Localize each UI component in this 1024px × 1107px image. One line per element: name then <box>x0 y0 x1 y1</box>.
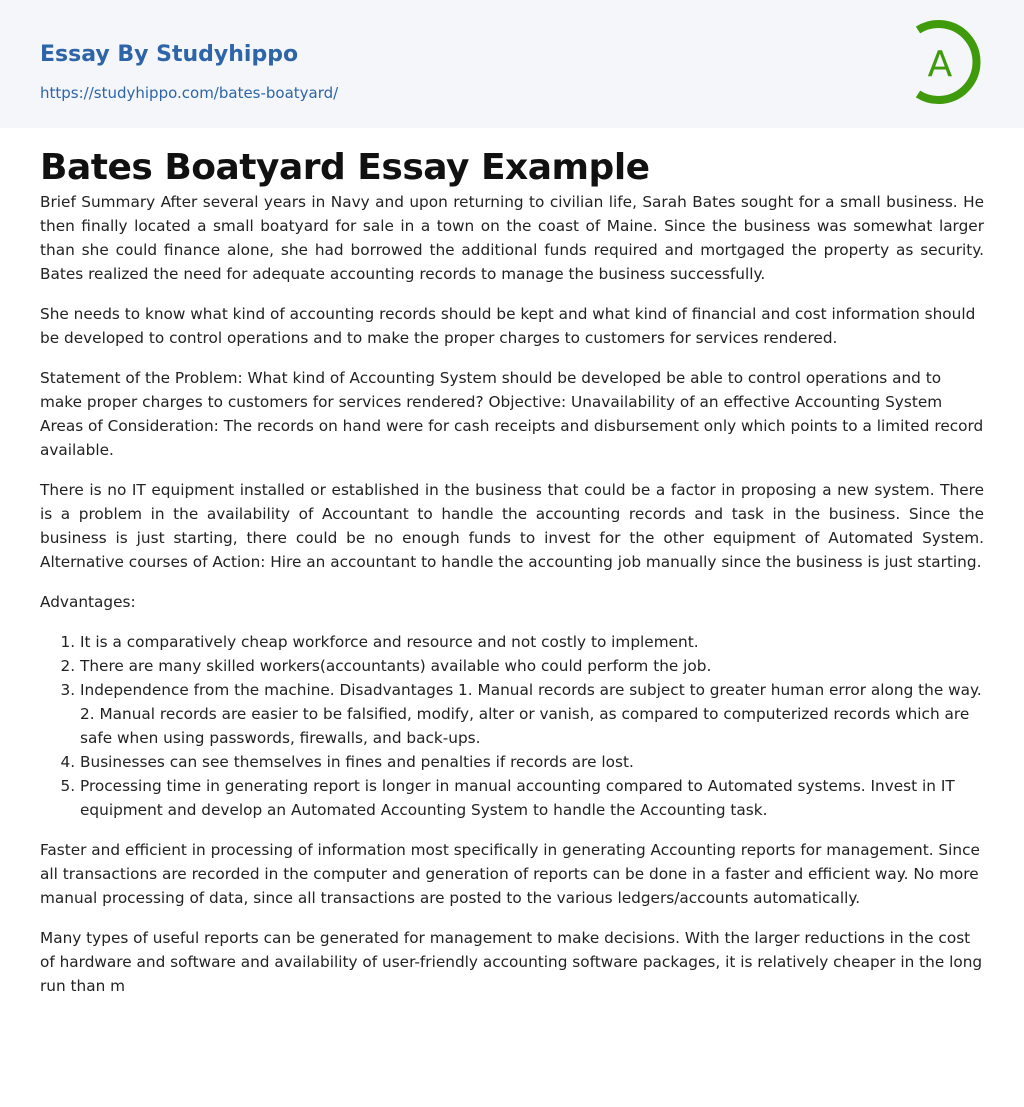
page-title: Bates Boatyard Essay Example <box>40 147 650 188</box>
paragraph: Statement of the Problem: What kind of Accounting System should be developed be able to control operations and to make proper charges to customers for services rendered? Objective: Unavailability of an effective Accounting System Areas of Consideration: The records on hand were for cash receipts and disbursement only which points to a limited record available. <box>40 369 984 459</box>
list-item: 4. Businesses can see themselves in fines and penalties if records are lost. <box>80 750 984 774</box>
studyhippo-logo-icon <box>908 18 988 106</box>
brand-title: Essay By Studyhippo <box>40 42 299 67</box>
page-url-link[interactable]: https://studyhippo.com/bates-boatyard/ <box>40 84 339 102</box>
advantages-list <box>40 630 984 822</box>
list-item: 2. There are many skilled workers(accountants) available who could perform the job. <box>80 654 984 678</box>
list-item: 5. Processing time in generating report is longer in manual accounting compared to Automated systems. Invest in IT equipment and develop an Automated Accounting System to handle the Accounting task. <box>80 774 984 822</box>
paragraph: There is no IT equipment installed or established in the business that could be a factor in proposing a new system. There is a problem in the availability of Accountant to handle the accounting records and task in the business. Since the business is just starting, there could be no enough funds to invest for the other equipment of Automated System. Alternative courses of Action: Hire an accountant to handle the accounting job manually since the business is just starting. <box>40 481 984 571</box>
paragraph: Faster and efficient in processing of information most specifically in generating Accounting reports for management. Since all transactions are recorded in the computer and generation of reports can be done in a faster and efficient way. No more manual processing of data, since all transactions are posted to the various ledgers/accounts automatically. <box>40 841 980 907</box>
svg-text:A: A <box>927 44 953 85</box>
paragraph: Advantages: <box>40 593 136 611</box>
essay-body <box>40 190 984 998</box>
paragraph: Many types of useful reports can be generated for management to make decisions. With the larger reductions in the cost of hardware and software and availability of user-friendly accounting software packages, it is relatively cheaper in the long run than m <box>40 929 983 995</box>
paragraph: Brief Summary After several years in Navy and upon returning to civilian life, Sarah Bates sought for a small business. He then finally located a small boatyard for sale in a town on the coast of Maine. Since the business was somewhat larger than she could finance alone, she had borrowed the additional funds required and mortgaged the property as security. Bates realized the need for adequate accounting records to manage the business successfully. <box>40 193 984 283</box>
list-item: 3. Independence from the machine. Disadvantages 1. Manual records are subject to greater human error along the way. 2. Manual records are easier to be falsified, modify, alter or vanish, as compared to computerized records which are safe when using passwords, firewalls, and back-ups. <box>80 678 984 750</box>
site-header <box>0 0 1024 128</box>
list-item: 1. It is a comparatively cheap workforce and resource and not costly to implement. <box>80 630 984 654</box>
paragraph: She needs to know what kind of accounting records should be kept and what kind of financial and cost information should be developed to control operations and to make the proper charges to customers for services rendered. <box>40 305 976 347</box>
